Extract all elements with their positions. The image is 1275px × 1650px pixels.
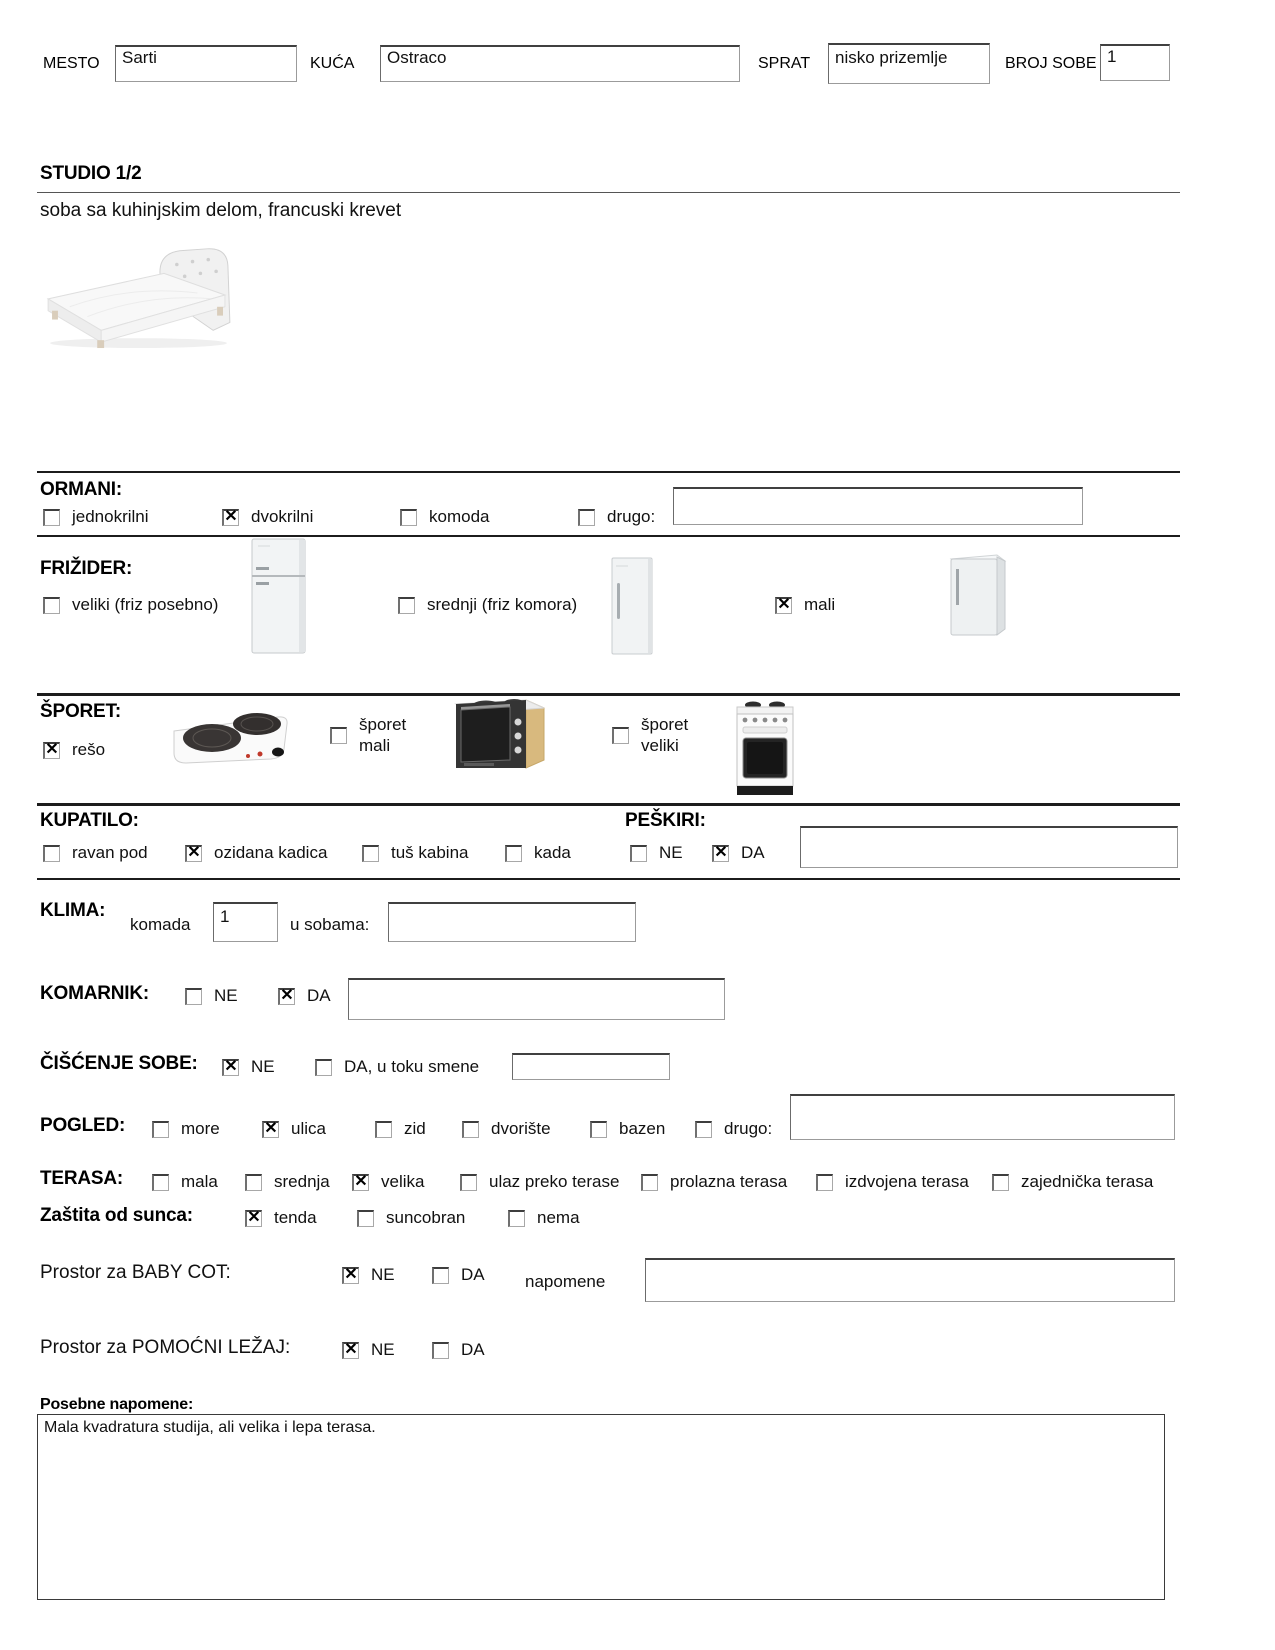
baby-cot-napomene-label: napomene	[525, 1272, 606, 1291]
option-pomocni-ne[interactable]	[342, 1340, 395, 1360]
option-peskiri-ne[interactable]	[630, 843, 683, 863]
checkbox-terasa-srednja[interactable]	[245, 1174, 262, 1191]
option-label: dvokrilni	[251, 507, 314, 526]
option-suncobran[interactable]	[357, 1208, 465, 1228]
option-terasa-srednja[interactable]	[245, 1172, 330, 1192]
checkbox-komarnik-ne[interactable]	[185, 988, 202, 1005]
option-dvokrilni[interactable]	[222, 507, 313, 527]
option-label: rešo	[72, 740, 106, 759]
sporet-title: ŠPORET:	[40, 701, 121, 722]
checkbox-baby-cot-da[interactable]	[432, 1267, 449, 1284]
kuca-input[interactable]	[380, 45, 740, 82]
komarnik-title: KOMARNIK:	[40, 983, 150, 1004]
hotplate-image	[160, 697, 295, 767]
option-komarnik-ne[interactable]	[185, 986, 238, 1006]
pomocni-lezaj-label: Prostor za POMOĆNI LEŽAJ:	[40, 1337, 291, 1358]
option-more[interactable]	[152, 1119, 220, 1139]
klima-u-sobama-input[interactable]	[388, 902, 636, 942]
checkbox-dvoriste[interactable]	[462, 1121, 479, 1138]
klima-komada-input[interactable]	[213, 902, 278, 942]
option-terasa-mala[interactable]	[152, 1172, 218, 1192]
option-label: DA	[741, 843, 765, 862]
napomene-title: Posebne napomene:	[40, 1396, 194, 1413]
title-divider	[37, 192, 1180, 193]
section-divider	[37, 878, 1180, 880]
option-tenda[interactable]	[245, 1208, 317, 1228]
option-label: veliki (friz posebno)	[72, 595, 219, 614]
option-label: srednji (friz komora)	[427, 595, 578, 614]
option-terasa-velika[interactable]	[352, 1172, 424, 1192]
option-label: DA	[461, 1265, 485, 1284]
bed-image	[40, 238, 237, 350]
checkbox-peskiri-ne[interactable]	[630, 845, 647, 862]
checkbox-zid[interactable]	[375, 1121, 392, 1138]
option-label: komoda	[429, 507, 490, 526]
zastita-title: Zaštita od sunca:	[40, 1205, 193, 1226]
option-peskiri-da[interactable]	[712, 843, 765, 863]
option-label: DA	[461, 1340, 485, 1359]
option-ciscenje-da[interactable]	[315, 1057, 479, 1077]
ormani-drugo-input[interactable]	[673, 487, 1083, 525]
option-label: dvorište	[491, 1119, 551, 1138]
option-label: velika	[381, 1172, 425, 1191]
page-title: STUDIO 1/2	[40, 163, 142, 184]
option-label: bazen	[619, 1119, 666, 1138]
kupatilo-title: KUPATILO:	[40, 810, 139, 831]
checkbox-ciscenje-ne[interactable]	[222, 1059, 239, 1076]
option-nema[interactable]	[508, 1208, 580, 1228]
checkbox-ulica[interactable]	[262, 1121, 279, 1138]
option-dvoriste[interactable]	[462, 1119, 551, 1139]
checkbox-zajednicka-terasa[interactable]	[992, 1174, 1009, 1191]
option-label: NE	[251, 1057, 275, 1076]
option-label: zid	[404, 1119, 426, 1138]
checkbox-frizider-mali[interactable]	[775, 597, 792, 614]
fridge-large-image	[250, 538, 312, 656]
option-baby-cot-ne[interactable]	[342, 1265, 395, 1285]
fridge-medium-image	[608, 557, 660, 657]
option-label: jednokrilni	[72, 507, 149, 526]
mini-oven-image	[450, 690, 550, 770]
checkbox-jednokrilni[interactable]	[43, 509, 60, 526]
broj-sobe-input[interactable]	[1100, 44, 1170, 81]
checkbox-tus-kabina[interactable]	[362, 845, 379, 862]
pogled-title: POGLED:	[40, 1115, 126, 1136]
option-frizider-veliki[interactable]	[43, 595, 218, 615]
option-label: srednja	[274, 1172, 330, 1191]
option-pomocni-da[interactable]	[432, 1340, 485, 1360]
peskiri-input[interactable]	[800, 826, 1178, 868]
checkbox-bazen[interactable]	[590, 1121, 607, 1138]
fridge-small-image	[945, 551, 1009, 640]
checkbox-terasa-mala[interactable]	[152, 1174, 169, 1191]
option-label: tenda	[274, 1208, 317, 1227]
option-label: NE	[214, 986, 238, 1005]
option-label: šporet veliki	[641, 715, 689, 756]
option-kada[interactable]	[505, 843, 571, 863]
option-label: ozidana kadica	[214, 843, 328, 862]
ciscenje-input[interactable]	[512, 1053, 670, 1080]
option-baby-cot-da[interactable]	[432, 1265, 485, 1285]
checkbox-terasa-velika[interactable]	[352, 1174, 369, 1191]
terasa-title: TERASA:	[40, 1168, 124, 1189]
option-ravan-pod[interactable]	[43, 843, 148, 863]
checkbox-ciscenje-da[interactable]	[315, 1059, 332, 1076]
option-reso[interactable]	[43, 740, 105, 760]
option-ulaz-preko-terase[interactable]	[460, 1172, 619, 1192]
option-label: zajednička terasa	[1021, 1172, 1154, 1191]
option-frizider-srednji[interactable]	[398, 595, 577, 615]
section-divider	[37, 471, 1180, 473]
ciscenje-title: ČIŠĆENJE SOBE:	[40, 1053, 198, 1074]
option-zid[interactable]	[375, 1119, 426, 1139]
option-sporet-mali[interactable]	[330, 714, 423, 757]
option-label: ravan pod	[72, 843, 148, 862]
checkbox-suncobran[interactable]	[357, 1210, 374, 1227]
checkbox-ozidana-kadica[interactable]	[185, 845, 202, 862]
checkbox-izdvojena-terasa[interactable]	[816, 1174, 833, 1191]
option-label: nema	[537, 1208, 580, 1227]
option-label: tuš kabina	[391, 843, 469, 862]
option-label: NE	[371, 1340, 395, 1359]
checkbox-pogled-drugo[interactable]	[695, 1121, 712, 1138]
napomene-textarea[interactable]	[37, 1414, 1165, 1600]
option-ciscenje-ne[interactable]	[222, 1057, 275, 1077]
option-label: drugo:	[724, 1119, 773, 1138]
broj-sobe-label: BROJ SOBE	[1005, 55, 1097, 72]
option-komoda[interactable]	[400, 507, 489, 527]
peskiri-title: PEŠKIRI:	[625, 810, 706, 831]
option-komarnik-da[interactable]	[278, 986, 331, 1006]
option-label: DA	[307, 986, 331, 1005]
section-divider	[37, 803, 1180, 806]
option-ozidana-kadica[interactable]	[185, 843, 327, 863]
section-divider	[37, 535, 1180, 537]
stove-image	[733, 700, 797, 798]
checkbox-sporet-mali[interactable]	[330, 727, 347, 744]
checkbox-reso[interactable]	[43, 742, 60, 759]
option-label: more	[181, 1119, 220, 1138]
option-label: DA, u toku smene	[344, 1057, 480, 1076]
klima-komada-label: komada	[130, 915, 191, 934]
checkbox-ulaz-preko-terase[interactable]	[460, 1174, 477, 1191]
ormani-title: ORMANI:	[40, 479, 122, 500]
sprat-label: SPRAT	[758, 55, 811, 72]
checkbox-kada[interactable]	[505, 845, 522, 862]
checkbox-pomocni-ne[interactable]	[342, 1342, 359, 1359]
kuca-label: KUĆA	[310, 55, 355, 72]
checkbox-peskiri-da[interactable]	[712, 845, 729, 862]
option-zajednicka-terasa[interactable]	[992, 1172, 1153, 1192]
option-label: šporet mali	[359, 715, 407, 756]
checkbox-tenda[interactable]	[245, 1210, 262, 1227]
option-sporet-veliki[interactable]	[612, 714, 705, 757]
option-label: ulica	[291, 1119, 326, 1138]
option-bazen[interactable]	[590, 1119, 665, 1139]
option-label: suncobran	[386, 1208, 466, 1227]
section-divider	[37, 693, 1180, 696]
baby-cot-napomene-input[interactable]	[645, 1258, 1175, 1302]
mesto-label: MESTO	[43, 55, 100, 72]
checkbox-frizider-srednji[interactable]	[398, 597, 415, 614]
pogled-drugo-input[interactable]	[790, 1094, 1175, 1140]
checkbox-komoda[interactable]	[400, 509, 417, 526]
checkbox-baby-cot-ne[interactable]	[342, 1267, 359, 1284]
option-ormani-drugo[interactable]	[578, 507, 655, 527]
checkbox-prolazna-terasa[interactable]	[641, 1174, 658, 1191]
sprat-input[interactable]	[828, 43, 990, 84]
checkbox-pomocni-da[interactable]	[432, 1342, 449, 1359]
option-label: NE	[371, 1265, 395, 1284]
option-frizider-mali[interactable]	[775, 595, 835, 615]
klima-title: KLIMA:	[40, 900, 106, 921]
frizider-title: FRIŽIDER:	[40, 558, 133, 579]
checkbox-ormani-drugo[interactable]	[578, 509, 595, 526]
page-subtitle: soba sa kuhinjskim delom, francuski krevet	[40, 200, 402, 221]
checkbox-sporet-veliki[interactable]	[612, 727, 629, 744]
option-label: mali	[804, 595, 836, 614]
option-label: ulaz preko terase	[489, 1172, 620, 1191]
option-label: mala	[181, 1172, 218, 1191]
option-izdvojena-terasa[interactable]	[816, 1172, 969, 1192]
option-label: izdvojena terasa	[845, 1172, 969, 1191]
baby-cot-label: Prostor za BABY COT:	[40, 1262, 231, 1283]
option-jednokrilni[interactable]	[43, 507, 149, 527]
option-tus-kabina[interactable]	[362, 843, 469, 863]
option-label: kada	[534, 843, 571, 862]
option-pogled-drugo[interactable]	[695, 1119, 772, 1139]
komarnik-input[interactable]	[348, 978, 725, 1020]
checkbox-nema[interactable]	[508, 1210, 525, 1227]
klima-u-sobama-label: u sobama:	[290, 915, 370, 934]
checkbox-frizider-veliki[interactable]	[43, 597, 60, 614]
option-label: NE	[659, 843, 683, 862]
checkbox-ravan-pod[interactable]	[43, 845, 60, 862]
option-label: drugo:	[607, 507, 656, 526]
checkbox-komarnik-da[interactable]	[278, 988, 295, 1005]
option-label: prolazna terasa	[670, 1172, 788, 1191]
mesto-input[interactable]	[115, 45, 297, 82]
option-ulica[interactable]	[262, 1119, 326, 1139]
checkbox-more[interactable]	[152, 1121, 169, 1138]
checkbox-dvokrilni[interactable]	[222, 509, 239, 526]
option-prolazna-terasa[interactable]	[641, 1172, 787, 1192]
